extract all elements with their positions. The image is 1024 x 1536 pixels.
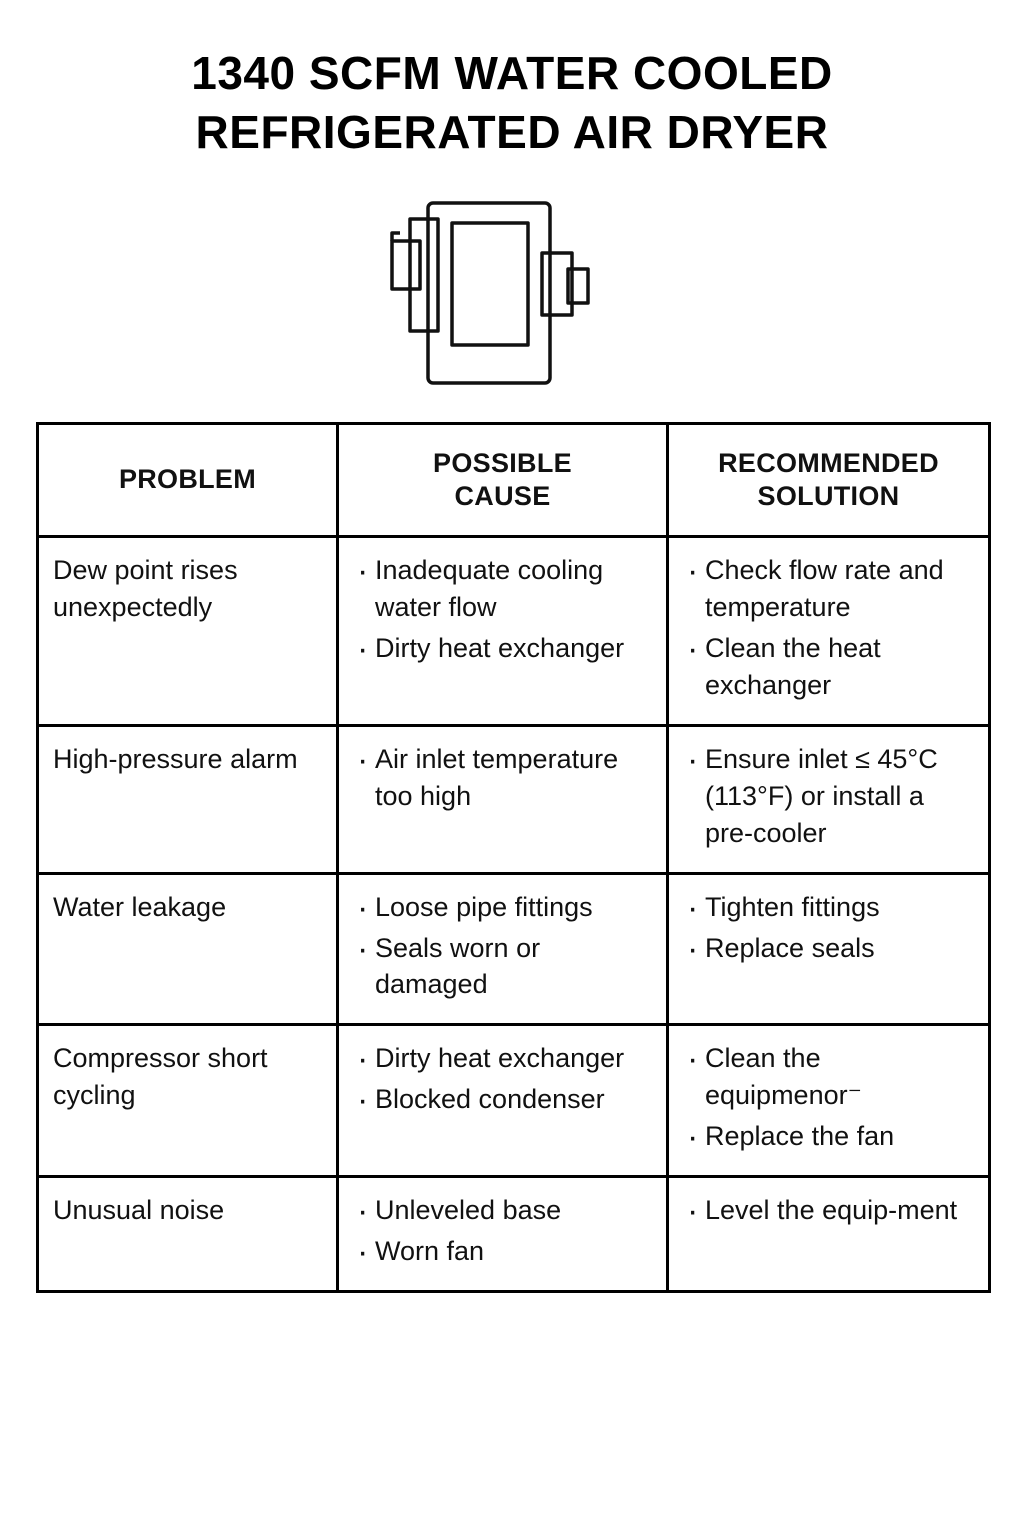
list-item: · Inadequate cooling water flow [353, 552, 652, 626]
list-item: · Dirty heat exchanger [353, 630, 652, 667]
cell-problem: High-pressure alarm [38, 725, 338, 873]
cell-problem: Water leakage [38, 873, 338, 1025]
table-header-row [38, 423, 990, 536]
cell-recommended-solution [668, 725, 990, 873]
list-item: · Air inlet temperature too high [353, 741, 652, 815]
cell-possible-cause [338, 1177, 668, 1292]
table-row [38, 873, 990, 1025]
table-row [38, 1177, 990, 1292]
list-item: · Clean the heat exchanger [683, 630, 974, 704]
list-item: · Worn fan [353, 1233, 652, 1270]
troubleshooting-table [36, 422, 991, 1294]
page-title [0, 0, 1024, 162]
list-item: · Ensure inlet ≤ 45°C (113°F) or install a pre-cooler [683, 741, 974, 852]
list-item: · Clean the equipmenor⁻ [683, 1040, 974, 1114]
list-item: · Level the equip-ment [683, 1192, 974, 1229]
table-row [38, 725, 990, 873]
cell-recommended-solution [668, 1177, 990, 1292]
cell-recommended-solution [668, 536, 990, 725]
list-item: · Dirty heat exchanger [353, 1040, 652, 1077]
table-row [38, 536, 990, 725]
cell-recommended-solution [668, 873, 990, 1025]
cell-possible-cause [338, 725, 668, 873]
cell-possible-cause [338, 1025, 668, 1177]
cell-recommended-solution [668, 1025, 990, 1177]
list-item: · Tighten fittings [683, 889, 974, 926]
list-item: · Unleveled base [353, 1192, 652, 1229]
list-item: · Loose pipe fittings [353, 889, 652, 926]
page-title-line-2: REFRIGERATED AIR DRYER [195, 105, 829, 158]
list-item: · Replace seals [683, 930, 974, 967]
page-title-line-1: 1340 SCFM WATER COOLED [191, 47, 833, 99]
cell-problem: Unusual noise [38, 1177, 338, 1292]
cell-problem: Dew point rises unexpectedly [38, 536, 338, 725]
cell-possible-cause [338, 873, 668, 1025]
list-item: · Check flow rate and temperature [683, 552, 974, 626]
air-dryer-unit-diagram [0, 184, 1024, 404]
cell-problem: Compressor short cycling [38, 1025, 338, 1177]
column-header-possible-cause: POSSIBLE CAUSE [338, 423, 668, 536]
table-row [38, 1025, 990, 1177]
column-header-problem: PROBLEM [38, 423, 338, 536]
list-item: · Seals worn or damaged [353, 930, 652, 1004]
cell-possible-cause [338, 536, 668, 725]
column-header-recommended-solution: RECOMMENDED SOLUTION [668, 423, 990, 536]
list-item: · Blocked condenser [353, 1081, 652, 1118]
troubleshooting-table-wrap [36, 422, 988, 1294]
list-item: · Replace the fan [683, 1118, 974, 1155]
